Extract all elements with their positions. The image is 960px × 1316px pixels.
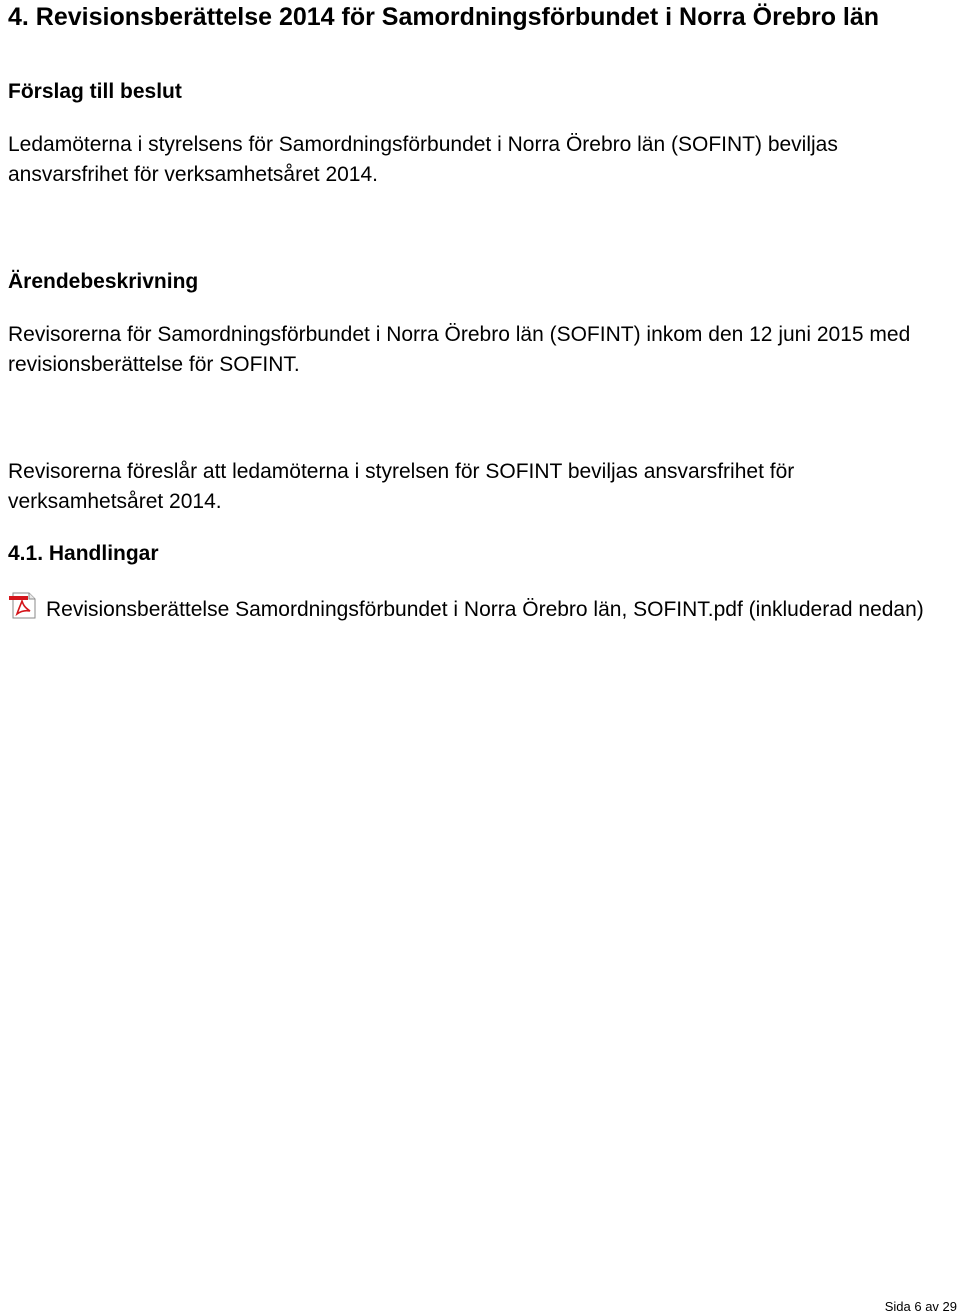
page-title: 4. Revisionsberättelse 2014 för Samordningsförbundet i Norra Örebro län — [8, 3, 880, 31]
paragraph-arende-1: Revisorerna för Samordningsförbundet i Norra Örebro län (SOFINT) inkom den 12 juni 2015 med revisionsberättelse för SOFINT. — [8, 323, 911, 376]
heading-handlingar: 4.1. Handlingar — [8, 542, 159, 565]
heading-forslag-till-beslut: Förslag till beslut — [8, 80, 182, 103]
paragraph-arende-2: Revisorerna föreslår att ledamöterna i styrelsen för SOFINT beviljas ansvarsfrihet för verksamhetsåret 2014. — [8, 460, 795, 513]
paragraph-forslag: Ledamöterna i styrelsens för Samordningsförbundet i Norra Örebro län (SOFINT) beviljas ansvarsfrihet för verksamhetsåret 2014. — [8, 133, 838, 186]
pdf-icon — [8, 592, 38, 619]
page-number: Sida 6 av 29 — [884, 1299, 957, 1314]
attachment-link[interactable] — [8, 592, 958, 625]
attachment-label[interactable]: Revisionsberättelse Samordningsförbundet i Norra Örebro län, SOFINT.pdf (inkluderad nedan) — [46, 598, 924, 621]
heading-arendebeskrivning: Ärendebeskrivning — [8, 270, 199, 293]
